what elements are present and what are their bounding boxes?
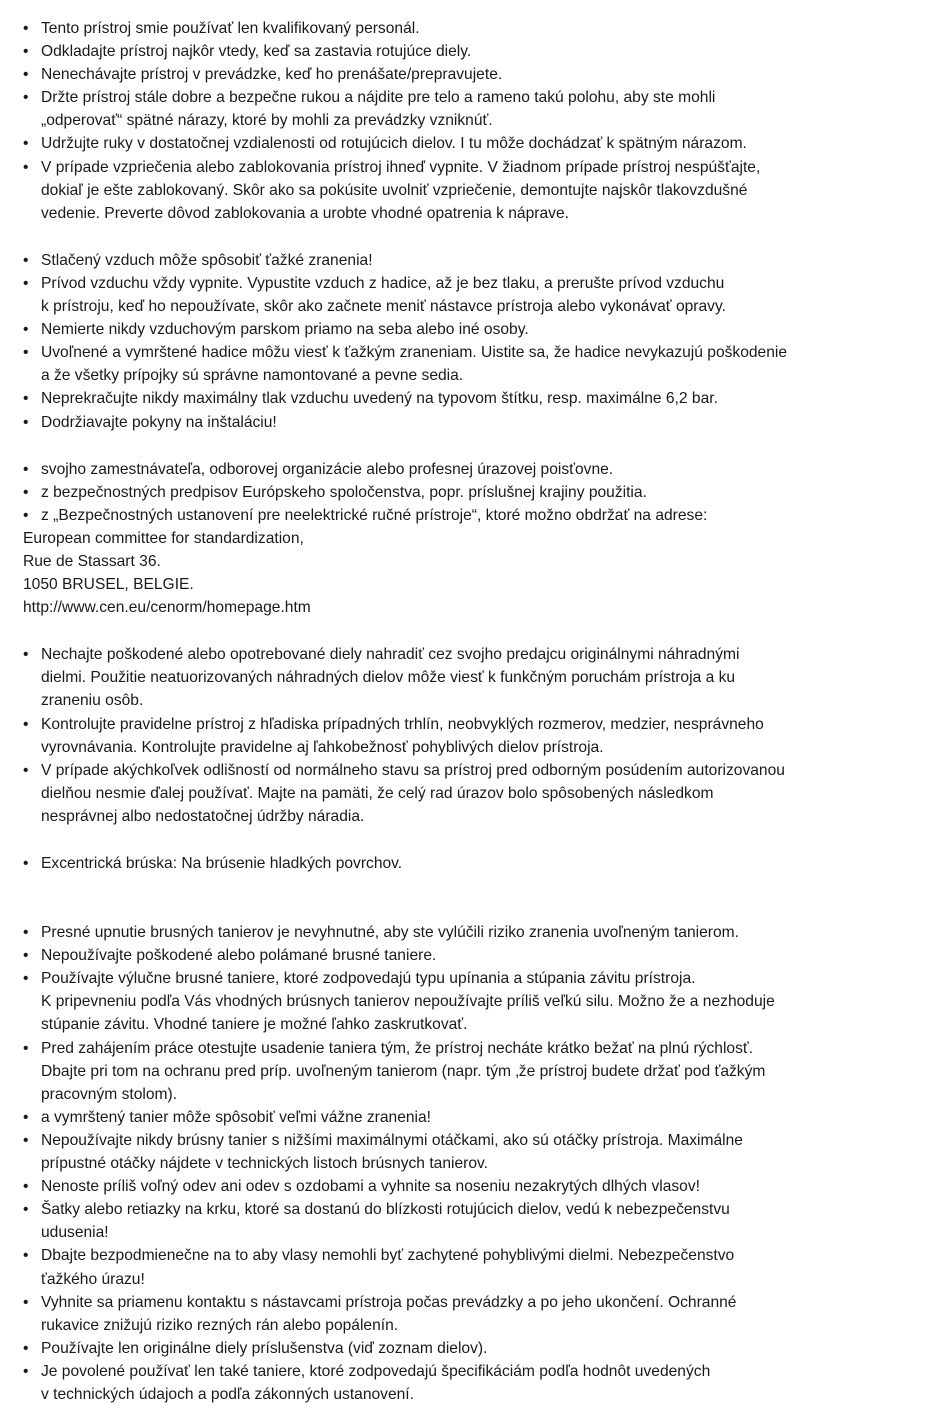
list-item bbox=[23, 411, 935, 434]
list-item-line: z „Bezpečnostných ustanovení pre neelektrické ručné prístroje“, ktoré možno obdržať na adrese: bbox=[41, 506, 708, 524]
bullet-glyph: • bbox=[23, 321, 29, 339]
list-item-line: „odperovať“ spätné nárazy, ktoré by mohli za prevádzky vzniknúť. bbox=[41, 112, 493, 130]
list-item-line: zraneniu osôb. bbox=[41, 692, 144, 710]
list-item-line: Dbajte pri tom na ochranu pred príp. uvoľneným tanierom (napr. tým ‚že prístroj budete držať pod ťažkým bbox=[41, 1062, 766, 1080]
list-item bbox=[23, 921, 935, 944]
list-item-line: Excentrická brúska: Na brúsenie hladkých povrchov. bbox=[41, 855, 403, 872]
bullet-glyph: • bbox=[23, 390, 29, 408]
bullet-glyph: • bbox=[23, 761, 29, 779]
maintenance-list bbox=[23, 643, 935, 828]
cen-address-block bbox=[23, 527, 935, 619]
list-item bbox=[23, 156, 935, 225]
list-item bbox=[23, 852, 935, 875]
list-item-line: K pripevneniu podľa Vás vhodných brúsnych tanierov nepoužívajte príliš veľkú silu. Možno že a nezhoduje bbox=[41, 993, 775, 1011]
bullet-glyph: • bbox=[23, 646, 29, 664]
list-item-line: Nenoste príliš voľný odev ani odev s ozdobami a vyhnite sa noseniu nezakrytých dlhých vlasov! bbox=[41, 1178, 700, 1196]
list-item-line: Držte prístroj stále dobre a bezpečne rukou a nájdite pre telo a rameno takú polohu, aby ste mohli bbox=[41, 89, 716, 107]
bullet-glyph: • bbox=[23, 251, 29, 269]
bullet-glyph: • bbox=[23, 158, 29, 176]
list-item bbox=[23, 86, 935, 132]
list-item-line: ťažkého úrazu! bbox=[41, 1270, 145, 1288]
bullet-glyph: • bbox=[23, 1339, 29, 1357]
list-item-line: a že všetky prípojky sú správne namontované a pevne sedia. bbox=[41, 367, 464, 385]
address-line-url: http://www.cen.eu/cenorm/homepage.htm bbox=[23, 599, 311, 617]
bullet-glyph: • bbox=[23, 1201, 29, 1219]
list-item-line: z bezpečnostných predpisov Európskeho spoločenstva, popr. príslušnej krajiny použitia. bbox=[41, 483, 647, 501]
section-gap bbox=[23, 434, 935, 458]
bullet-glyph: • bbox=[23, 715, 29, 733]
address-line-city: 1050 BRUSEL, BELGIE. bbox=[23, 576, 194, 594]
bullet-glyph: • bbox=[23, 483, 29, 501]
list-item bbox=[23, 643, 935, 712]
list-item-line: dielňou nesmie ďalej používať. Majte na pamäti, že celý rad úrazov bolo spôsobených následkom bbox=[41, 784, 714, 802]
address-line-org: European committee for standardization, bbox=[23, 529, 304, 547]
section-gap bbox=[23, 619, 935, 643]
list-item-line: Nechajte poškodené alebo opotrebované diely nahradiť cez svojho predajcu originálnymi náhradnými bbox=[41, 646, 740, 664]
list-item-line: Dodržiavajte pokyny na inštaláciu! bbox=[41, 413, 277, 431]
list-item-line: Vyhnite sa priamenu kontaktu s nástavcami prístroja počas prevádzky a po jeho ukončení. Ochranné bbox=[41, 1293, 737, 1311]
list-item bbox=[23, 481, 935, 504]
list-item-line: Nenechávajte prístroj v prevádzke, keď ho prenášate/prepravujete. bbox=[41, 66, 503, 84]
list-item bbox=[23, 1106, 935, 1129]
bullet-glyph: • bbox=[23, 1039, 29, 1057]
list-item bbox=[23, 1037, 935, 1106]
list-item bbox=[23, 1198, 935, 1244]
list-item bbox=[23, 1175, 935, 1198]
list-item bbox=[23, 63, 935, 86]
list-item-line: udusenia! bbox=[41, 1224, 109, 1242]
list-item-line: vedenie. Preverte dôvod zablokovania a urobte vhodné opatrenia k náprave. bbox=[41, 204, 569, 222]
list-item-line: V prípade akýchkoľvek odlišností od normálneho stavu sa prístroj pred odborným posúdením autorizovanou bbox=[41, 761, 785, 779]
list-item-line: Tento prístroj smie používať len kvalifikovaný personál. bbox=[41, 20, 420, 37]
list-item-line: Pred zahájením práce otestujte usadenie taniera tým, že prístroj necháte krátko bežať na plnú rýchlosť. bbox=[41, 1039, 754, 1057]
list-item-line: V prípade vzpriečenia alebo zablokovania prístroj ihneď vypnite. V žiadnom prípade prístroj nespúšťajte, bbox=[41, 158, 761, 176]
list-item-line: Nemierte nikdy vzduchovým parskom priamo na seba alebo iné osoby. bbox=[41, 321, 529, 339]
list-item bbox=[23, 341, 935, 387]
list-item-line: Presné upnutie brusných tanierov je nevyhnutné, aby ste vylúčili riziko zranenia uvoľneným tanierom. bbox=[41, 924, 739, 942]
list-item-line: pracovným stolom). bbox=[41, 1085, 178, 1103]
list-item bbox=[23, 17, 935, 40]
list-item bbox=[23, 944, 935, 967]
list-item-line: Uvoľnené a vymrštené hadice môžu viesť k ťažkým zraneniam. Uistite sa, že hadice nevykazujú poškodenie bbox=[41, 344, 788, 362]
list-item-line: rukavice znižujú riziko rezných rán alebo popálenín. bbox=[41, 1316, 399, 1334]
safety-list-general bbox=[23, 17, 935, 225]
list-item bbox=[23, 967, 935, 1036]
bullet-glyph: • bbox=[23, 66, 29, 84]
list-item-line: dokiaľ je ešte zablokovaný. Skôr ako sa pokúsite uvolniť vzpriečenie, demontujte najskôr tlakovzdušné bbox=[41, 181, 748, 199]
list-item bbox=[23, 1129, 935, 1175]
list-item-line: a vymrštený tanier môže spôsobiť veľmi vážne zranenia! bbox=[41, 1108, 432, 1126]
list-item bbox=[23, 249, 935, 272]
bullet-glyph: • bbox=[23, 1108, 29, 1126]
bullet-glyph: • bbox=[23, 274, 29, 292]
sanding-pad-safety-list bbox=[23, 921, 935, 1406]
document-page bbox=[23, 17, 935, 1406]
bullet-glyph: • bbox=[23, 924, 29, 942]
list-item-line: Používajte výlučne brusné taniere, ktoré zodpovedajú typu upínania a stúpania závitu prístroja. bbox=[41, 970, 696, 988]
bullet-glyph: • bbox=[23, 20, 29, 37]
list-item bbox=[23, 272, 935, 318]
bullet-glyph: • bbox=[23, 1131, 29, 1149]
list-item bbox=[23, 504, 935, 527]
list-item-line: Stlačený vzduch môže spôsobiť ťažké zranenia! bbox=[41, 251, 373, 269]
bullet-glyph: • bbox=[23, 855, 29, 872]
list-item bbox=[23, 713, 935, 759]
address-line-street: Rue de Stassart 36. bbox=[23, 552, 161, 570]
bullet-glyph: • bbox=[23, 1293, 29, 1311]
bullet-glyph: • bbox=[23, 506, 29, 524]
list-item-line: vyrovnávania. Kontrolujte pravidelne aj ľahkobežnosť pohyblivých dielov prístroja. bbox=[41, 738, 604, 756]
bullet-glyph: • bbox=[23, 344, 29, 362]
list-item-line: Prívod vzduchu vždy vypnite. Vypustite vzduch z hadice, až je bez tlaku, a prerušte prívod vzduchu bbox=[41, 274, 725, 292]
list-item bbox=[23, 1337, 935, 1360]
section-gap bbox=[23, 875, 935, 921]
bullet-glyph: • bbox=[23, 1178, 29, 1196]
bullet-glyph: • bbox=[23, 947, 29, 965]
bullet-glyph: • bbox=[23, 413, 29, 431]
list-item-line: stúpanie závitu. Vhodné taniere je možné ľahko zaskrutkovať. bbox=[41, 1016, 468, 1034]
list-item-line: Udržujte ruky v dostatočnej vzdialenosti od rotujúcich dielov. I tu môže dochádzať k spätným nárazom. bbox=[41, 135, 747, 153]
regulations-list bbox=[23, 458, 935, 527]
list-item-line: Kontrolujte pravidelne prístroj z hľadiska prípadných trhlín, neobvyklých rozmerov, medzier, nesprávneho bbox=[41, 715, 764, 733]
list-item-line: prípustné otáčky nájdete v technických listoch brúsnych tanierov. bbox=[41, 1155, 488, 1173]
list-item-line: Dbajte bezpodmienečne na to aby vlasy nemohli byť zachytené pohyblivými dielmi. Nebezpečenstvo bbox=[41, 1247, 735, 1265]
safety-list-compressed-air bbox=[23, 249, 935, 434]
list-item-line: k prístroju, keď ho nepoužívate, skôr ako začnete meniť nástavce prístroja alebo vykonávať opravy. bbox=[41, 298, 726, 316]
list-item bbox=[23, 1244, 935, 1290]
list-item bbox=[23, 40, 935, 63]
list-item-line: Odkladajte prístroj najkôr vtedy, keď sa zastavia rotujúce diely. bbox=[41, 43, 472, 61]
list-item bbox=[23, 1291, 935, 1337]
bullet-glyph: • bbox=[23, 135, 29, 153]
list-item-line: Je povolené používať len také taniere, ktoré zodpovedajú špecifikáciám podľa hodnôt uvedených bbox=[41, 1362, 711, 1380]
bullet-glyph: • bbox=[23, 460, 29, 478]
list-item bbox=[23, 759, 935, 828]
bullet-glyph: • bbox=[23, 1247, 29, 1265]
list-item-line: svojho zamestnávateľa, odborovej organizácie alebo profesnej úrazovej poisťovne. bbox=[41, 460, 614, 478]
list-item-line: v technických údajoch a podľa zákonných ustanovení. bbox=[41, 1385, 414, 1403]
section-gap bbox=[23, 225, 935, 249]
list-item bbox=[23, 1360, 935, 1406]
list-item-line: Neprekračujte nikdy maximálny tlak vzduchu uvedený na typovom štítku, resp. maximálne 6,2 bar. bbox=[41, 390, 718, 408]
list-item-line: dielmi. Použitie neatuorizovaných náhradných dielov môže viesť k funkčným poruchám prístroja a ku bbox=[41, 669, 736, 687]
list-item-line: Používajte len originálne diely príslušenstva (viď zoznam dielov). bbox=[41, 1339, 488, 1357]
list-item bbox=[23, 387, 935, 410]
list-item-line: nesprávnej albo nedostatočnej údržby náradia. bbox=[41, 807, 365, 825]
list-item bbox=[23, 318, 935, 341]
list-item bbox=[23, 132, 935, 155]
bullet-glyph: • bbox=[23, 43, 29, 61]
list-item-line: Šatky alebo retiazky na krku, ktoré sa dostanú do blízkosti rotujúcich dielov, vedú k nebezpečenstvu bbox=[41, 1201, 730, 1219]
bullet-glyph: • bbox=[23, 1362, 29, 1380]
list-item-line: Nepoužívajte poškodené alebo polámané brusné taniere. bbox=[41, 947, 437, 965]
list-item-line: Nepoužívajte nikdy brúsny tanier s nižšími maximálnymi otáčkami, ako sú otáčky prístroja. Maximálne bbox=[41, 1131, 743, 1149]
intended-use-list bbox=[23, 852, 935, 875]
bullet-glyph: • bbox=[23, 89, 29, 107]
section-gap bbox=[23, 828, 935, 852]
bullet-glyph: • bbox=[23, 970, 29, 988]
list-item bbox=[23, 458, 935, 481]
